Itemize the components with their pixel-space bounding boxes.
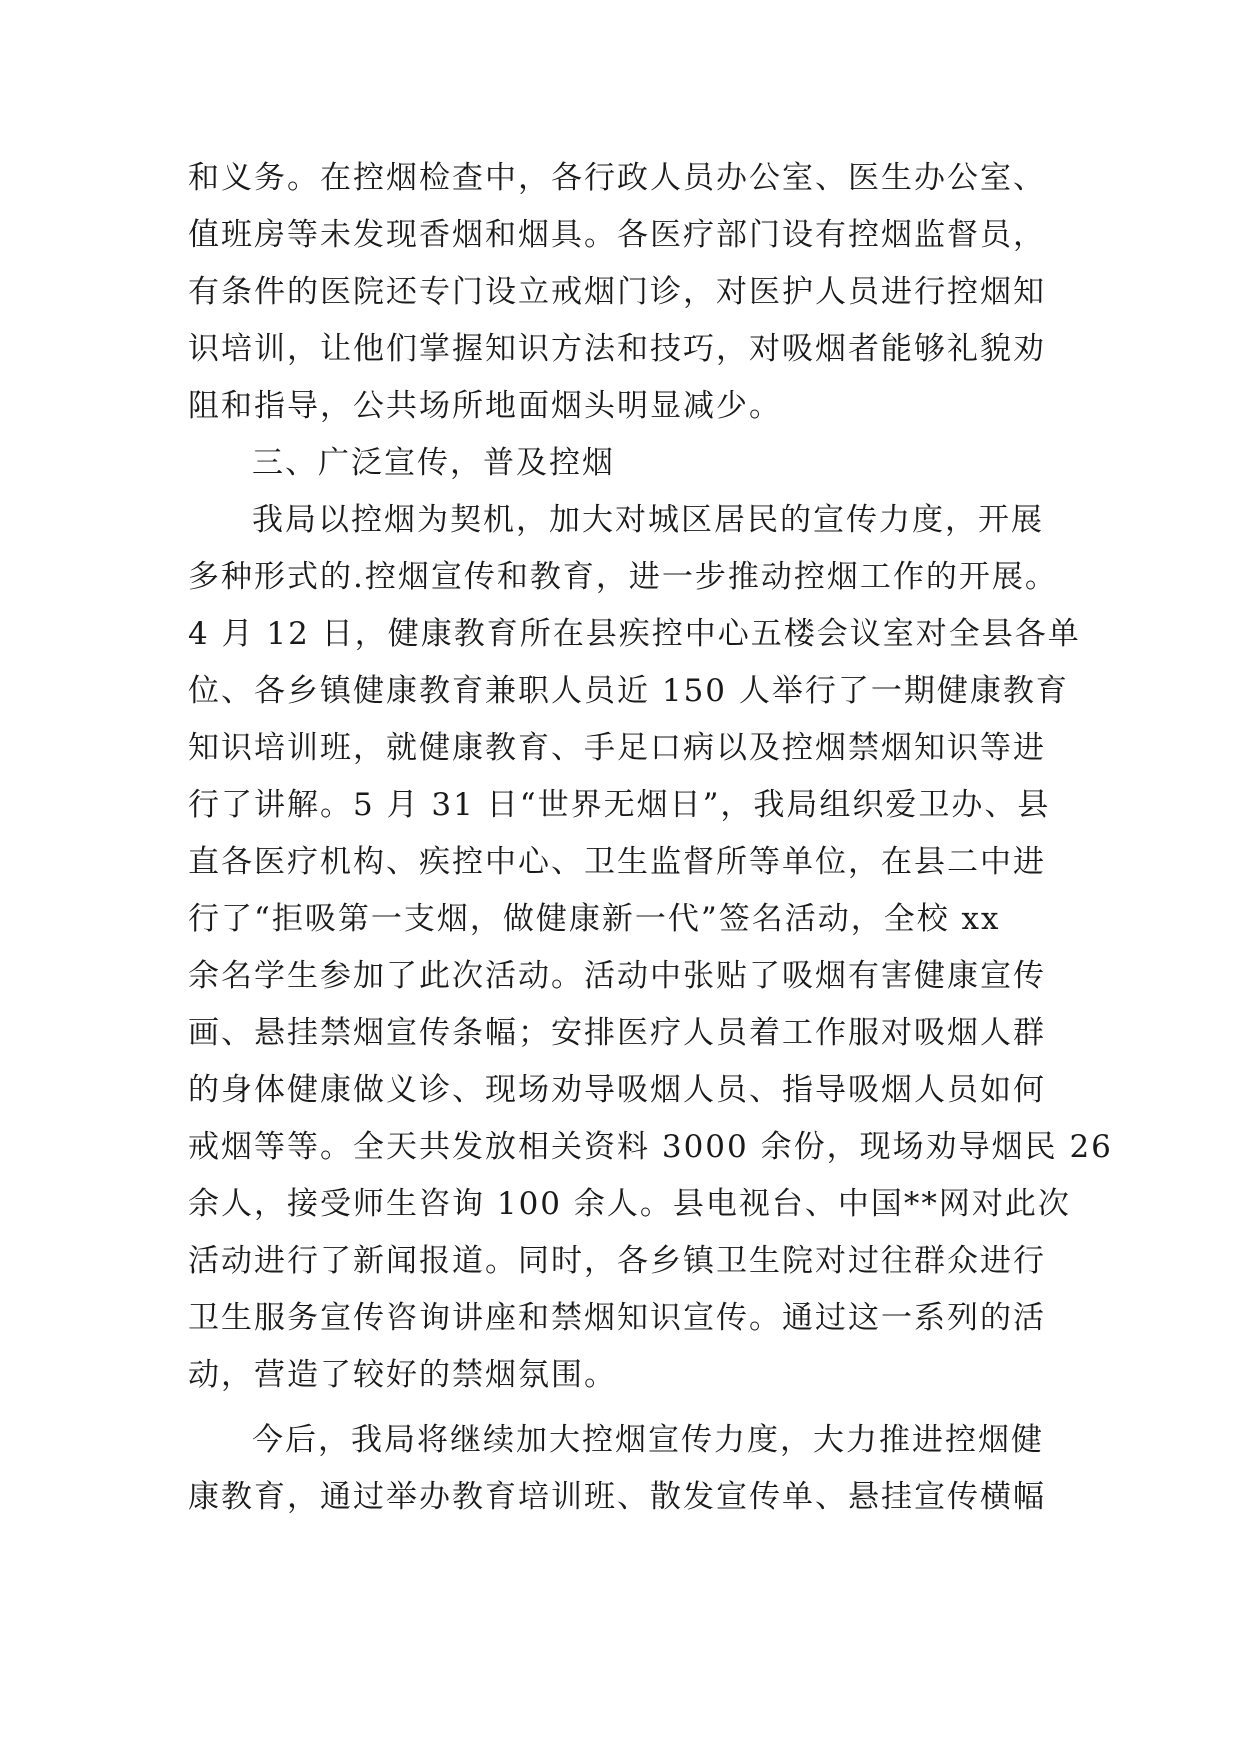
text-line: 戒烟等等。全天共发放相关资料 3000 余份，现场劝导烟民 26 <box>188 1129 1113 1165</box>
text-line: 余人，接受师生咨询 100 余人。县电视台、中国**网对此次 <box>188 1186 1071 1222</box>
text-line: 画、悬挂禁烟宣传条幅；安排医疗人员着工作服对吸烟人群 <box>188 1015 1046 1051</box>
text-line: 行了“拒吸第一支烟，做健康新一代”签名活动，全校 xx <box>188 901 1001 937</box>
text-line: 活动进行了新闻报道。同时，各乡镇卫生院对过往群众进行 <box>188 1243 1046 1279</box>
text-line: 卫生服务宣传咨询讲座和禁烟知识宣传。通过这一系列的活 <box>188 1300 1046 1336</box>
text-line: 今后，我局将继续加大控烟宣传力度，大力推进控烟健 <box>252 1422 1044 1458</box>
document-body <box>188 150 1113 1526</box>
section-heading <box>188 435 1060 492</box>
text-line: 值班房等未发现香烟和烟具。各医疗部门设有控烟监督员， <box>188 217 1046 253</box>
text-line: 4 月 12 日，健康教育所在县疾控中心五楼会议室对全县各单 <box>188 616 1081 652</box>
text-line: 位、各乡镇健康教育兼职人员近 150 人举行了一期健康教育 <box>188 673 1069 709</box>
text-line: 余名学生参加了此次活动。活动中张贴了吸烟有害健康宣传 <box>188 958 1046 994</box>
text-line: 动，营造了较好的禁烟氛围。 <box>188 1357 617 1393</box>
text-line: 行了讲解。5 月 31 日“世界无烟日”，我局组织爱卫办、县 <box>188 787 1051 823</box>
paragraph-spacer <box>188 1404 1060 1412</box>
text-line: 识培训，让他们掌握知识方法和技巧，对吸烟者能够礼貌劝 <box>188 331 1046 367</box>
text-line: 有条件的医院还专门设立戒烟门诊，对医护人员进行控烟知 <box>188 274 1046 310</box>
text-line: 和义务。在控烟检查中，各行政人员办公室、医生办公室、 <box>188 160 1046 196</box>
text-line: 知识培训班，就健康教育、手足口病以及控烟禁烟知识等进 <box>188 730 1046 766</box>
text-line: 多种形式的.控烟宣传和教育，进一步推动控烟工作的开展。 <box>188 559 1058 595</box>
text-line: 康教育，通过举办教育培训班、散发宣传单、悬挂宣传横幅 <box>188 1479 1046 1515</box>
paragraph-publicity <box>188 492 1113 1404</box>
text-line: 阻和指导，公共场所地面烟头明显减少。 <box>188 388 782 424</box>
paragraph-future-plans <box>188 1412 1060 1526</box>
heading-text: 三、广泛宣传，普及控烟 <box>252 445 615 481</box>
text-line: 我局以控烟为契机，加大对城区居民的宣传力度，开展 <box>252 502 1044 538</box>
paragraph-continuation <box>188 150 1060 435</box>
text-line: 直各医疗机构、疾控中心、卫生监督所等单位，在县二中进 <box>188 844 1046 880</box>
text-line: 的身体健康做义诊、现场劝导吸烟人员、指导吸烟人员如何 <box>188 1072 1046 1108</box>
